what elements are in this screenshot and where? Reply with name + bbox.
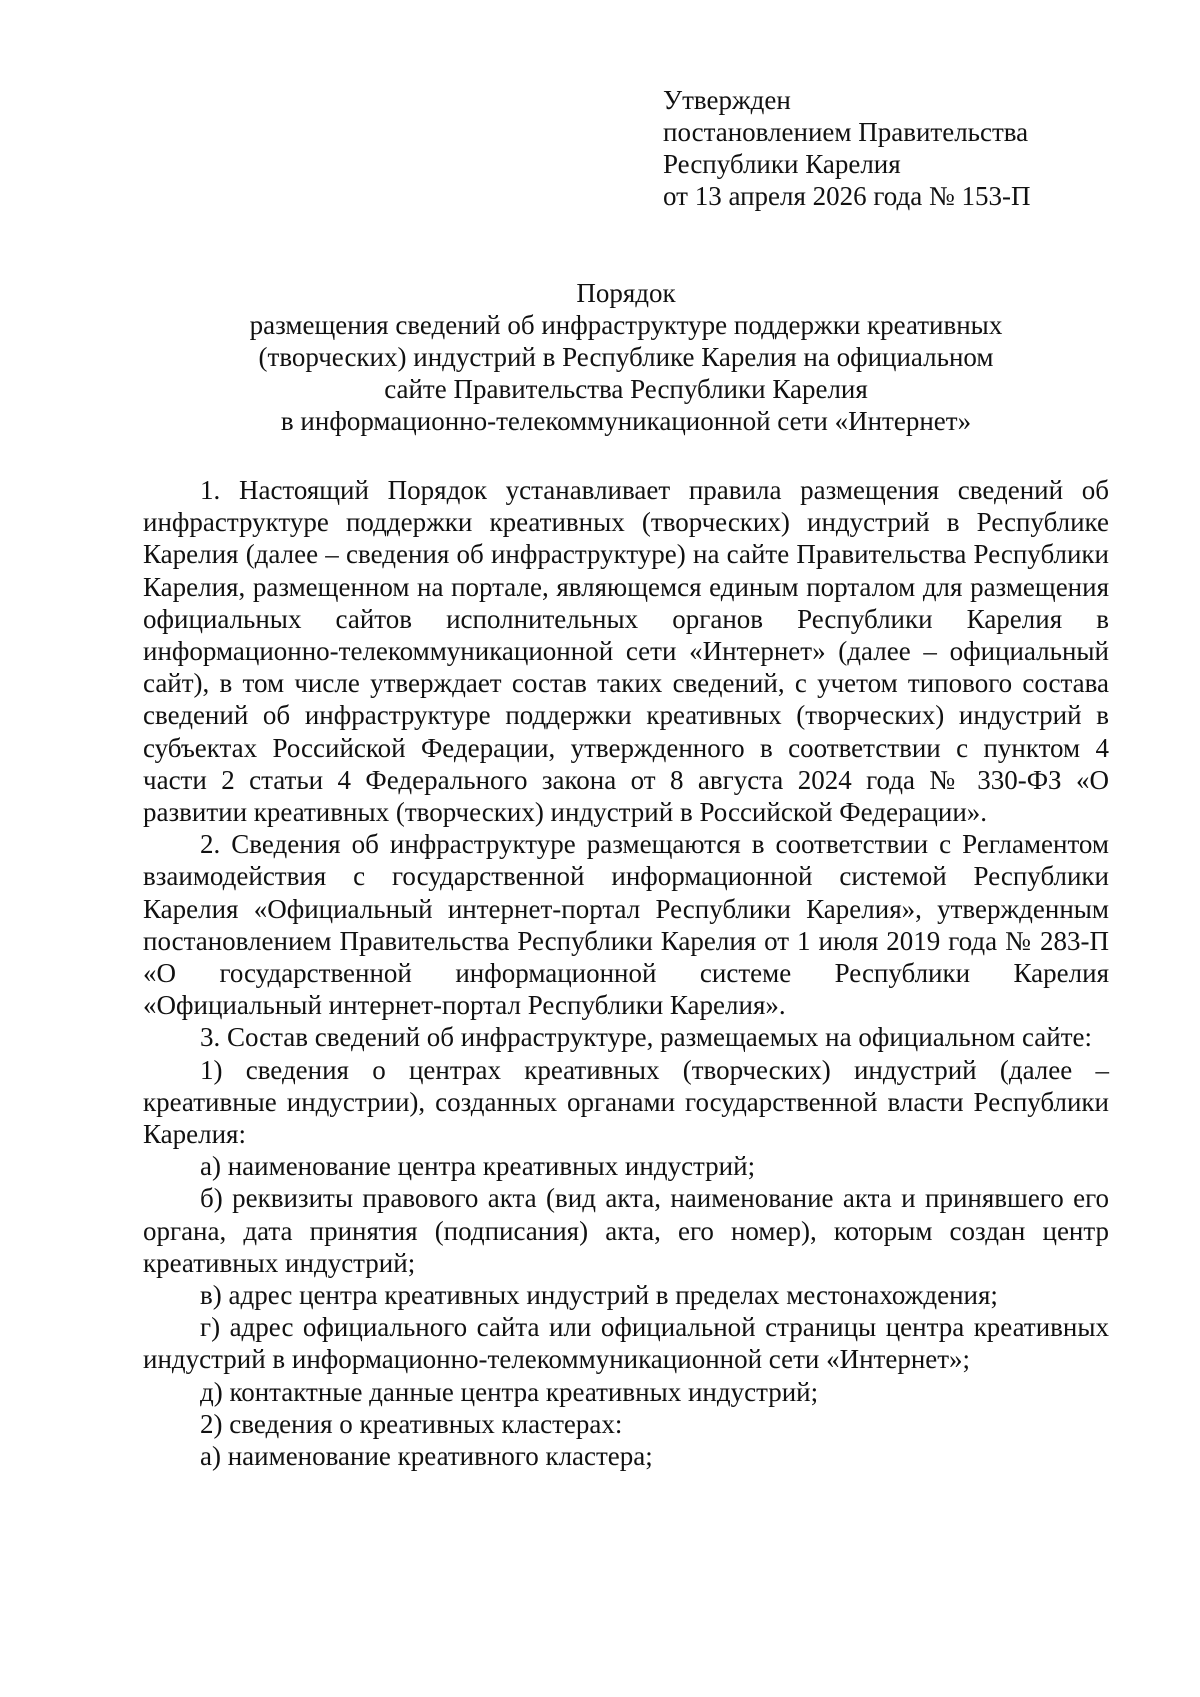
subparagraph-3-1: 1) сведения о центрах креативных (творческих) индустрий (далее – креативные индустрии), созданных органами государственной власти Республики Карелия: xyxy=(143,1054,1109,1150)
title-line: в информационно-телекоммуникационной сети «Интернет» xyxy=(280,406,972,436)
item-3-1-a: а) наименование центра креативных индустрий; xyxy=(200,1151,756,1182)
item-3-2-a: а) наименование креативного кластера; xyxy=(200,1441,653,1472)
item-3-1-d: д) контактные данные центра креативных индустрий; xyxy=(200,1376,819,1407)
approval-stamp xyxy=(663,84,1143,212)
paragraph-1: 1. Настоящий Порядок устанавливает правила размещения сведений об инфраструктуре поддержки креативных (творческих) индустрий в Республике Карелия (далее – сведения об инфраструктуре) на сайте Правительства Республики Карелия, размещенном на портале, являющемся единым порталом для размещения официальных сайтов исполнительных органов Республики Карелия в информационно-телекоммуникационной сети «Интернет» (далее – официальный сайт), в том числе утверждает состав таких сведений, с учетом типового состава сведений об инфраструктуре поддержки креативных (творческих) индустрий в субъектах Российской Федерации, утвержденного в соответствии с пунктом 4 части 2 статьи 4 Федерального закона от 8 августа 2024 года № 330-ФЗ «О развитии креативных (творческих) индустрий в Российской Федерации». xyxy=(143,475,1109,828)
paragraph-2: 2. Сведения об инфраструктуре размещаются в соответствии с Регламентом взаимодействия с государственной информационной системой Республики Карелия «Официальный интернет-портал Республики Карелия», утвержденным постановлением Правительства Республики Карелия от 1 июля 2019 года № 283-П «О государственной информационной системе Республики Карелия «Официальный интернет-портал Республики Карелия». xyxy=(143,829,1109,1021)
title-line: (творческих) индустрий в Республике Карелия на официальном xyxy=(258,342,994,372)
paragraph-3: 3. Состав сведений об инфраструктуре, размещаемых на официальном сайте: xyxy=(200,1022,1093,1053)
item-3-1-b: б) реквизиты правового акта (вид акта, наименование акта и принявшего его органа, дата принятия (подписания) акта, его номер), которым создан центр креативных индустрий; xyxy=(143,1183,1109,1278)
subparagraph-3-2: 2) сведения о креативных кластерах: xyxy=(200,1408,623,1439)
approval-line: Утвержден xyxy=(663,85,791,115)
title-line: сайте Правительства Республики Карелия xyxy=(384,374,868,404)
approval-line: постановлением Правительства xyxy=(663,117,1029,147)
approval-line: Республики Карелия xyxy=(663,149,901,179)
approval-date-line: от 13 апреля 2026 года № 153-П xyxy=(663,181,1031,211)
title-line: Порядок xyxy=(576,278,676,308)
item-3-1-g: г) адрес официального сайта или официальной страницы центра креативных индустрий в информационно-телекоммуникационной сети «Интернет»; xyxy=(143,1312,1109,1375)
item-3-1-v: в) адрес центра креативных индустрий в пределах местонахождения; xyxy=(200,1280,998,1311)
document-body xyxy=(143,474,1109,1472)
document-title xyxy=(143,277,1109,437)
title-line: размещения сведений об инфраструктуре поддержки креативных xyxy=(249,310,1003,340)
